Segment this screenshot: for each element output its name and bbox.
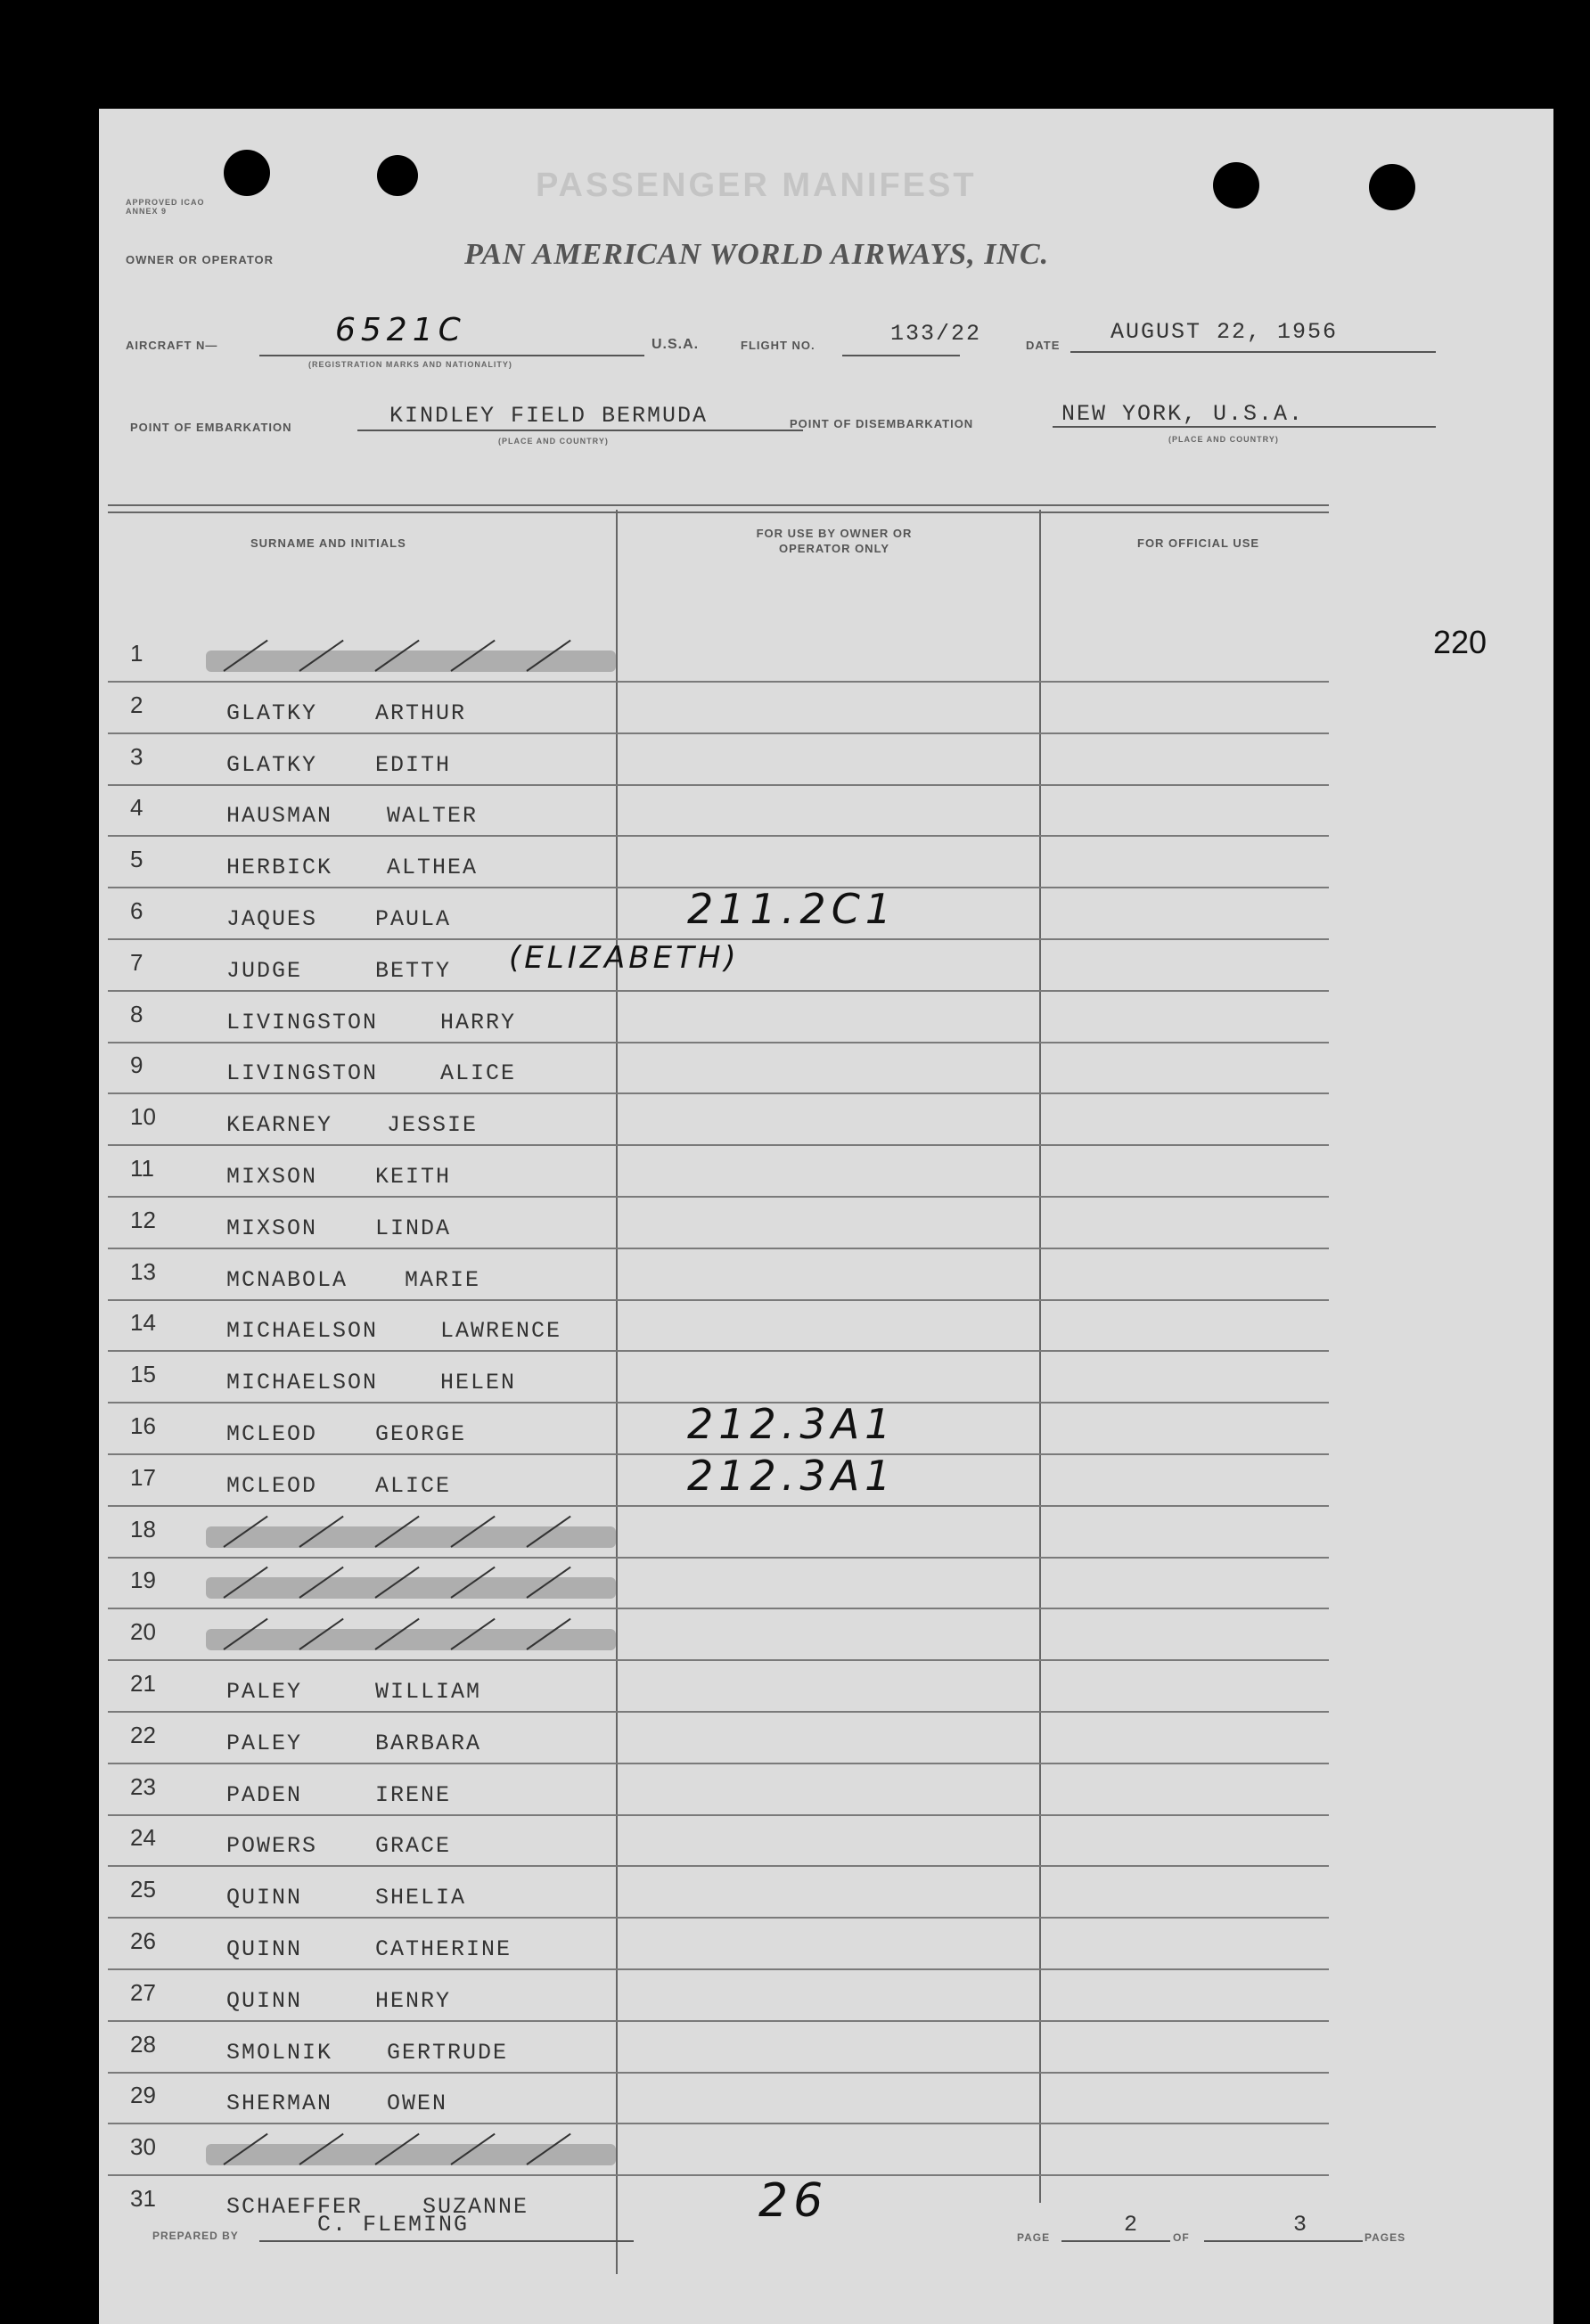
page-number: 2 <box>1124 2212 1140 2238</box>
page-underline <box>1061 2240 1170 2242</box>
row-number: 24 <box>130 1824 156 1851</box>
passenger-surname: HAUSMAN <box>226 803 333 829</box>
passenger-given-name: WILLIAM <box>375 1679 482 1705</box>
row-rule <box>108 1711 1329 1713</box>
row-number: 14 <box>130 1309 156 1336</box>
passenger-surname: MIXSON <box>226 1215 318 1241</box>
table-row <box>99 1150 1553 1194</box>
row-number: 7 <box>130 949 143 976</box>
row-rule <box>108 1557 1329 1559</box>
passenger-given-name: OWEN <box>387 2091 448 2116</box>
table-row <box>99 634 1553 679</box>
passenger-given-name: HENRY <box>375 1988 452 2014</box>
row-rule <box>108 1248 1329 1249</box>
pages-label: PAGES <box>1365 2231 1406 2244</box>
passenger-tally: 26 <box>758 2174 829 2228</box>
punch-hole <box>377 155 418 196</box>
table-row <box>99 2025 1553 2070</box>
table-row <box>99 1355 1553 1400</box>
aircraft-underline <box>259 355 644 356</box>
row-rule <box>108 1659 1329 1661</box>
passenger-given-name: ALICE <box>440 1060 517 1086</box>
table-row <box>99 1400 1553 1452</box>
redaction-smudge <box>206 1526 616 1548</box>
row-number: 19 <box>130 1567 156 1593</box>
column-header-names: SURNAME AND INITIALS <box>250 536 406 550</box>
row-rule <box>108 1350 1329 1352</box>
row-number: 4 <box>130 794 143 821</box>
flight-label: FLIGHT NO. <box>741 339 815 352</box>
table-row <box>99 1922 1553 1967</box>
table-row <box>99 1201 1553 1246</box>
passenger-given-name: ALTHEA <box>387 855 479 880</box>
row-number: 17 <box>130 1464 156 1491</box>
passenger-surname: GLATKY <box>226 752 318 778</box>
row-number: 3 <box>130 743 143 770</box>
table-top-rule <box>108 511 1329 513</box>
owner-label: OWNER OR OPERATOR <box>126 253 275 266</box>
table-row <box>99 1665 1553 1709</box>
passenger-given-name: GERTRUDE <box>387 2040 509 2066</box>
row-number: 5 <box>130 846 143 872</box>
row-rule <box>108 2174 1329 2176</box>
passenger-given-name: ARTHUR <box>375 700 467 726</box>
row-number: 2 <box>130 691 143 718</box>
table-row <box>99 1870 1553 1915</box>
row-rule <box>108 784 1329 786</box>
passenger-surname: LIVINGSTON <box>226 1010 379 1035</box>
table-row <box>99 885 1553 937</box>
table-row <box>99 1510 1553 1555</box>
of-label: OF <box>1173 2231 1190 2244</box>
disembarkation-label: POINT OF DISEMBARKATION <box>790 417 974 430</box>
operator-note: (ELIZABETH) <box>509 940 740 976</box>
operator-note: 211.2C1 <box>687 885 897 933</box>
row-number: 9 <box>130 1052 143 1078</box>
date-underline <box>1070 351 1436 353</box>
row-rule <box>108 1042 1329 1043</box>
table-row <box>99 1613 1553 1657</box>
row-number: 10 <box>130 1103 156 1130</box>
passenger-surname: HERBICK <box>226 855 333 880</box>
row-rule <box>108 1865 1329 1867</box>
passenger-given-name: JESSIE <box>387 1112 479 1138</box>
row-number: 16 <box>130 1412 156 1439</box>
passenger-given-name: GEORGE <box>375 1421 467 1447</box>
table-row <box>99 686 1553 731</box>
passenger-surname: QUINN <box>226 1885 303 1911</box>
table-row <box>99 840 1553 885</box>
passenger-surname: PALEY <box>226 1731 303 1756</box>
row-rule <box>108 1608 1329 1609</box>
row-number: 6 <box>130 897 143 924</box>
table-row <box>99 1768 1553 1813</box>
row-rule <box>108 1814 1329 1816</box>
passenger-surname: JAQUES <box>226 906 318 932</box>
country: U.S.A. <box>652 337 700 352</box>
passenger-surname: QUINN <box>226 1988 303 2014</box>
page-label: PAGE <box>1017 2231 1051 2244</box>
manifest-sheet <box>99 109 1553 2324</box>
redaction-smudge <box>206 1629 616 1650</box>
row-rule <box>108 1763 1329 1764</box>
redaction-smudge <box>206 2144 616 2165</box>
registration-caption: (REGISTRATION MARKS AND NATIONALITY) <box>308 360 512 369</box>
row-rule <box>108 1092 1329 1094</box>
passenger-given-name: SUZANNE <box>422 2194 529 2220</box>
table-row <box>99 1452 1553 1503</box>
passenger-surname: QUINN <box>226 1936 303 1962</box>
row-rule <box>108 2020 1329 2022</box>
passenger-surname: JUDGE <box>226 958 303 984</box>
embarkation-caption: (PLACE AND COUNTRY) <box>498 437 609 446</box>
row-number: 22 <box>130 1722 156 1748</box>
row-number: 11 <box>130 1155 154 1182</box>
passenger-given-name: MARIE <box>405 1267 481 1293</box>
aircraft-number: 6521C <box>335 312 466 348</box>
passenger-surname: LIVINGSTON <box>226 1060 379 1086</box>
passenger-given-name: GRACE <box>375 1833 452 1859</box>
passenger-given-name: BARBARA <box>375 1731 482 1756</box>
row-number: 31 <box>130 2185 156 2212</box>
row-rule <box>108 1505 1329 1507</box>
row-number: 29 <box>130 2082 156 2108</box>
passenger-surname: PALEY <box>226 1679 303 1705</box>
passenger-surname: SMOLNIK <box>226 2040 333 2066</box>
redaction-smudge <box>206 651 616 672</box>
table-row <box>99 940 1553 988</box>
table-row <box>99 1561 1553 1606</box>
passenger-given-name: CATHERINE <box>375 1936 512 1962</box>
passenger-surname: MIXSON <box>226 1164 318 1190</box>
row-rule <box>108 835 1329 837</box>
passenger-given-name: KEITH <box>375 1164 452 1190</box>
punch-hole <box>1213 162 1259 209</box>
table-top-rule <box>108 504 1329 506</box>
passenger-surname: MICHAELSON <box>226 1318 379 1344</box>
prepared-label: PREPARED BY <box>152 2230 239 2242</box>
prepared-by: C. FLEMING <box>317 2212 470 2238</box>
table-row <box>99 995 1553 1040</box>
flight-date: AUGUST 22, 1956 <box>1111 319 1339 345</box>
row-number: 20 <box>130 1618 156 1645</box>
disembarkation-place: NEW YORK, U.S.A. <box>1061 401 1305 427</box>
row-number: 25 <box>130 1876 156 1903</box>
row-rule <box>108 2123 1329 2124</box>
passenger-given-name: WALTER <box>387 803 479 829</box>
row-number: 15 <box>130 1361 156 1387</box>
row-number: 30 <box>130 2133 156 2160</box>
passenger-given-name: EDITH <box>375 752 452 778</box>
table-row <box>99 789 1553 833</box>
passenger-surname: GLATKY <box>226 700 318 726</box>
row-rule <box>108 1144 1329 1146</box>
passenger-surname: SHERMAN <box>226 2091 333 2116</box>
table-row <box>99 1253 1553 1297</box>
column-header-official: FOR OFFICIAL USE <box>1137 536 1260 550</box>
row-number: 28 <box>130 2031 156 2058</box>
pages-total: 3 <box>1293 2212 1309 2238</box>
passenger-given-name: SHELIA <box>375 1885 467 1911</box>
table-row <box>99 1716 1553 1761</box>
table-row <box>99 1819 1553 1863</box>
table-row <box>99 2128 1553 2173</box>
passenger-surname: POWERS <box>226 1833 318 1859</box>
form-title: PASSENGER MANIFEST <box>536 167 977 204</box>
table-row <box>99 1974 1553 2018</box>
passenger-surname: MCLEOD <box>226 1421 318 1447</box>
passenger-given-name: ALICE <box>375 1473 452 1499</box>
column-header-owner: FOR USE BY OWNER OR OPERATOR ONLY <box>756 527 913 555</box>
flight-underline <box>842 355 960 356</box>
passenger-given-name: PAULA <box>375 906 452 932</box>
passenger-given-name: BETTY <box>375 958 452 984</box>
date-label: DATE <box>1026 339 1061 352</box>
row-number: 21 <box>130 1670 156 1697</box>
passenger-given-name: HARRY <box>440 1010 517 1035</box>
row-rule <box>108 681 1329 683</box>
punch-hole <box>1369 164 1415 210</box>
passenger-surname: MICHAELSON <box>226 1370 379 1395</box>
row-number: 1 <box>130 640 143 667</box>
row-rule <box>108 2072 1329 2074</box>
table-row <box>99 1304 1553 1348</box>
row-rule <box>108 1968 1329 1970</box>
row-number: 27 <box>130 1979 156 2006</box>
row-rule <box>108 1196 1329 1198</box>
row-rule <box>108 732 1329 734</box>
embarkation-underline <box>357 430 803 431</box>
row-rule <box>108 1917 1329 1919</box>
row-number: 18 <box>130 1516 156 1543</box>
passenger-surname: MCNABOLA <box>226 1267 348 1293</box>
passenger-surname: SCHAEFFER <box>226 2194 364 2220</box>
approval-note: APPROVED ICAO ANNEX 9 <box>126 198 205 216</box>
passenger-given-name: LINDA <box>375 1215 452 1241</box>
row-number: 8 <box>130 1001 143 1027</box>
row-rule <box>108 990 1329 992</box>
embarkation-label: POINT OF EMBARKATION <box>130 421 292 434</box>
row-number: 13 <box>130 1258 156 1285</box>
table-row <box>99 1046 1553 1091</box>
passenger-given-name: LAWRENCE <box>440 1318 562 1344</box>
aircraft-label: AIRCRAFT N— <box>126 339 218 352</box>
row-number: 23 <box>130 1773 156 1800</box>
operator-note: 212.3A1 <box>687 1452 897 1500</box>
owner-name: PAN AMERICAN WORLD AIRWAYS, INC. <box>464 238 1050 271</box>
flight-number: 133/22 <box>890 321 982 347</box>
passenger-given-name: IRENE <box>375 1782 452 1808</box>
row-number: 12 <box>130 1207 156 1233</box>
punch-hole <box>224 150 270 196</box>
prepared-underline <box>259 2240 634 2242</box>
margin-number: 220 <box>1433 624 1488 660</box>
redaction-smudge <box>206 1577 616 1599</box>
passenger-surname: KEARNEY <box>226 1112 333 1138</box>
passenger-surname: MCLEOD <box>226 1473 318 1499</box>
row-number: 26 <box>130 1927 156 1954</box>
embarkation-place: KINDLEY FIELD BERMUDA <box>389 403 709 429</box>
passenger-surname: PADEN <box>226 1782 303 1808</box>
table-row <box>99 2076 1553 2121</box>
operator-note: 212.3A1 <box>687 1400 897 1448</box>
table-row <box>99 1098 1553 1142</box>
of-underline <box>1204 2240 1363 2242</box>
passenger-given-name: HELEN <box>440 1370 517 1395</box>
row-rule <box>108 1299 1329 1301</box>
disembarkation-caption: (PLACE AND COUNTRY) <box>1168 435 1279 444</box>
table-row <box>99 738 1553 782</box>
